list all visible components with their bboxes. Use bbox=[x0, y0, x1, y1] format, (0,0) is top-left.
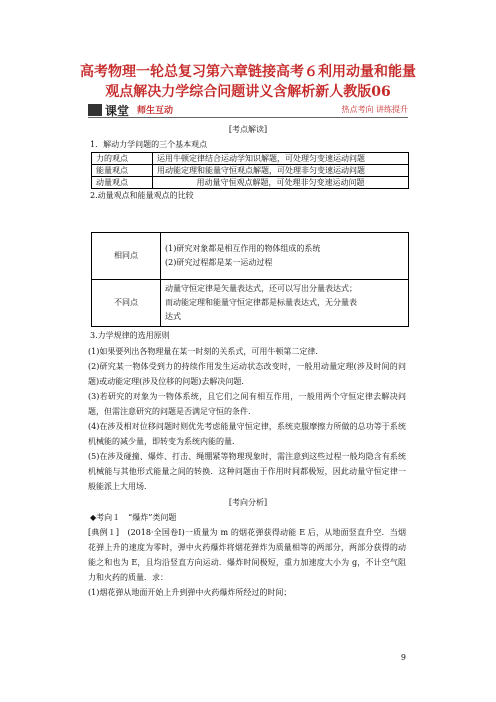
section-banner bbox=[88, 103, 408, 118]
table-row bbox=[92, 233, 409, 280]
paragraph-1: (1)如果要列出各物理量在某一时刻的关系式，可用牛顿第二定律. bbox=[88, 347, 318, 356]
item-3: 3.力学规律的选用原则 bbox=[90, 331, 170, 340]
table-viewpoints bbox=[91, 152, 409, 189]
banner-hudong: 师生互动 bbox=[137, 106, 174, 116]
table-cell-desc: 运用牛顿定律结合运动学知识解题，可处理匀变速运动问题 bbox=[153, 153, 409, 165]
diff-line-2: 而动能定理和能量守恒定律都是标量表达式，无分量表 bbox=[165, 298, 357, 307]
table-cell-name: 能量观点 bbox=[92, 165, 153, 177]
example-1: [典例１] (2018·全国卷Ⅰ)一质量为 m 的烟花弹获得动能 E 后，从地面竖直升空．当烟花弹上升的速度为零时，弹中火药爆炸将烟花弹炸为质量相等的两部分，两部分获得的动能之和也为 E，且均沿竖直方向运动．爆炸时间极短，重力加速度大小为 g，不计空气阻力和火药的质量．求： bbox=[88, 528, 406, 582]
document-title bbox=[60, 62, 436, 102]
section-kaodian: [考点解读] bbox=[228, 125, 268, 134]
table-cell-same-label: 相同点 bbox=[92, 233, 161, 280]
paragraph-5: (5)在涉及碰撞、爆炸、打击、绳绷紧等物理现象时，需注意到这些过程一般均隐含有系统机械能与其他形式能量之间的转换．这种问题由于作用时间都极短，因此动量守恒定律一般能派上大用场. bbox=[88, 452, 406, 491]
table-row bbox=[92, 165, 409, 177]
diff-line-1: 动量守恒定律是矢量表达式，还可以写出分量表达式； bbox=[165, 284, 357, 293]
question-1: (1)烟花弹从地面开始上升到弹中火药爆炸所经过的时间； bbox=[88, 588, 292, 597]
item-1: 1．解动力学问题的三个基本观点 bbox=[90, 140, 208, 149]
same-point-1: (1)研究对象都是相互作用的物体组成的系统 bbox=[165, 244, 321, 253]
table-row bbox=[92, 177, 409, 189]
page-number: 9 bbox=[400, 653, 406, 662]
table-cell-diff-content bbox=[161, 280, 409, 327]
banner-right: 热点考向 讲练提升 bbox=[341, 105, 408, 114]
paragraph-4: (4)在涉及相对位移问题时则优先考虑能量守恒定律，系统克服摩擦力所做的总功等于系统机械能的减少量，即转变为系统内能的量. bbox=[88, 422, 406, 446]
kaoxiang-1-heading: ◆考向１ “爆炸”类问题 bbox=[90, 513, 177, 522]
table-cell-name: 动量观点 bbox=[92, 177, 153, 189]
table-cell-same-content bbox=[161, 233, 409, 280]
table-row bbox=[92, 280, 409, 327]
same-point-2: (2)研究过程都是某一运动过程 bbox=[165, 258, 273, 267]
diff-line-3: 达式 bbox=[165, 312, 181, 321]
title-line-2: 观点解决力学综合问题讲义含解析新人教版06 bbox=[105, 84, 391, 100]
table-row bbox=[92, 153, 409, 165]
item-2: 2.动量观点和能量观点的比较 bbox=[90, 191, 194, 200]
banner-block-icon bbox=[88, 104, 102, 116]
table-cell-diff-label: 不同点 bbox=[92, 280, 161, 327]
section-kaoxiang: [考向分析] bbox=[228, 498, 268, 507]
table-cell-desc: 用动量守恒观点解题，可处理非匀变速运动问题 bbox=[153, 177, 409, 189]
banner-ketang: 课堂 bbox=[105, 104, 130, 118]
paragraph-3: (3)若研究的对象为一物体系统，且它们之间有相互作用，一般用两个守恒定律去解决问题，但需注意研究的问题是否满足守恒的条件. bbox=[88, 392, 406, 416]
table-cell-desc: 用动能定理和能量守恒观点解题，可处理非匀变速运动问题 bbox=[153, 165, 409, 177]
table-comparison bbox=[91, 232, 409, 327]
table-cell-name: 力的观点 bbox=[92, 153, 153, 165]
title-line-1: 高考物理一轮总复习第六章链接高考６利用动量和能量 bbox=[80, 64, 416, 80]
paragraph-2: (2)研究某一物体受到力的持续作用发生运动状态改变时，一般用动量定理(涉及时间的问题)或动能定理(涉及位移的问题)去解决问题. bbox=[88, 362, 406, 386]
